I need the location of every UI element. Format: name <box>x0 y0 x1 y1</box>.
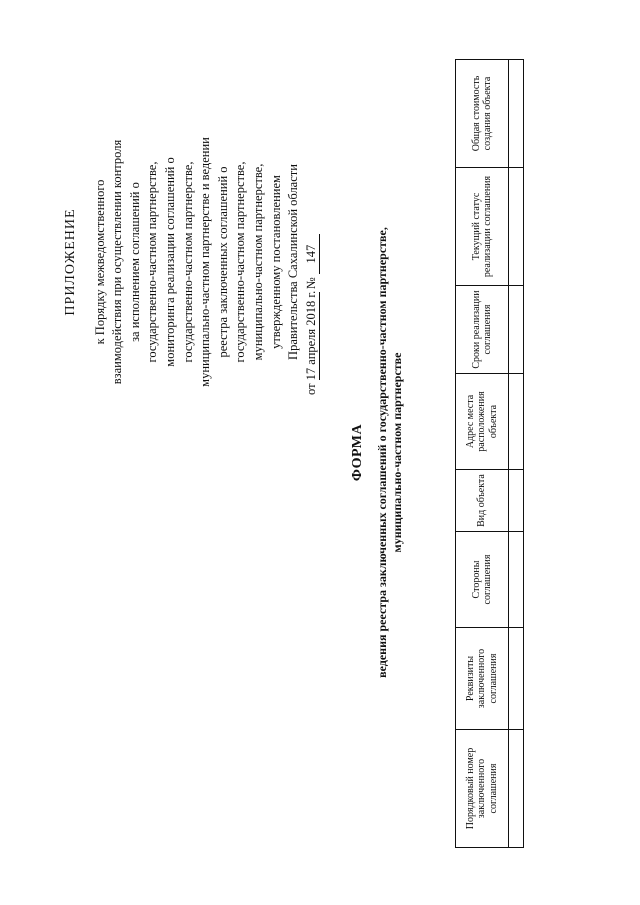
form-title: ФОРМА <box>350 423 365 482</box>
register-table <box>455 59 524 848</box>
appendix-block <box>62 117 320 407</box>
header-agreement-parties: Стороны соглашения <box>456 532 509 628</box>
table-cell <box>509 730 524 848</box>
appendix-line: к Порядку межведомственного <box>92 179 107 345</box>
form-subtitle <box>375 60 405 845</box>
appendix-line: муниципально-частном партнерстве, <box>250 163 265 361</box>
form-subtitle-line: ведения реестра заключенных соглашений о государственно-частном партнерстве, <box>375 227 389 678</box>
table-cell <box>509 628 524 730</box>
table-cell <box>509 60 524 168</box>
number-prefix: № <box>303 277 318 290</box>
appendix-line: государственно-частном партнерстве, <box>180 161 195 363</box>
decree-number: 147 <box>303 234 320 274</box>
table-row <box>509 60 524 848</box>
header-object-address: Адрес места расположения объекта <box>456 374 509 470</box>
appendix-line: за исполнением соглашений о <box>127 182 142 342</box>
header-object-type: Вид объекта <box>456 470 509 532</box>
table-cell <box>509 374 524 470</box>
decree-date-row <box>303 117 321 407</box>
decree-date: 17 апреля 2018 г. <box>303 290 318 381</box>
header-implementation-terms: Сроки реализации соглашения <box>456 286 509 374</box>
header-total-cost: Общая стоимость создания объекта <box>456 60 509 168</box>
table-cell <box>509 470 524 532</box>
date-prefix: от <box>303 383 318 395</box>
appendix-line: взаимодействия при осуществлении контроля <box>110 139 125 385</box>
header-agreement-details: Реквизиты заключенного соглашения <box>456 628 509 730</box>
appendix-line: Правительства Сахалинской области <box>286 164 301 360</box>
header-agreement-number: Порядковый номер заключенного соглашения <box>456 730 509 848</box>
appendix-line: реестра заключенных соглашений о <box>215 166 230 358</box>
table-cell <box>509 532 524 628</box>
table-header-row <box>456 60 509 848</box>
appendix-title: ПРИЛОЖЕНИЕ <box>63 208 78 316</box>
table-cell <box>509 168 524 286</box>
appendix-line: государственно-частном партнерстве, <box>233 161 248 363</box>
appendix-line: муниципально-частном партнерстве и ведении <box>198 137 213 387</box>
table-cell <box>509 286 524 374</box>
appendix-line: мониторинга реализации соглашений о <box>162 157 177 367</box>
appendix-line: утвержденному постановлением <box>268 175 283 349</box>
appendix-line: государственно-частном партнерстве, <box>145 161 160 363</box>
form-subtitle-line: муниципально-частном партнерстве <box>390 352 404 553</box>
header-current-status: Текущий статус реализации соглашения <box>456 168 509 286</box>
